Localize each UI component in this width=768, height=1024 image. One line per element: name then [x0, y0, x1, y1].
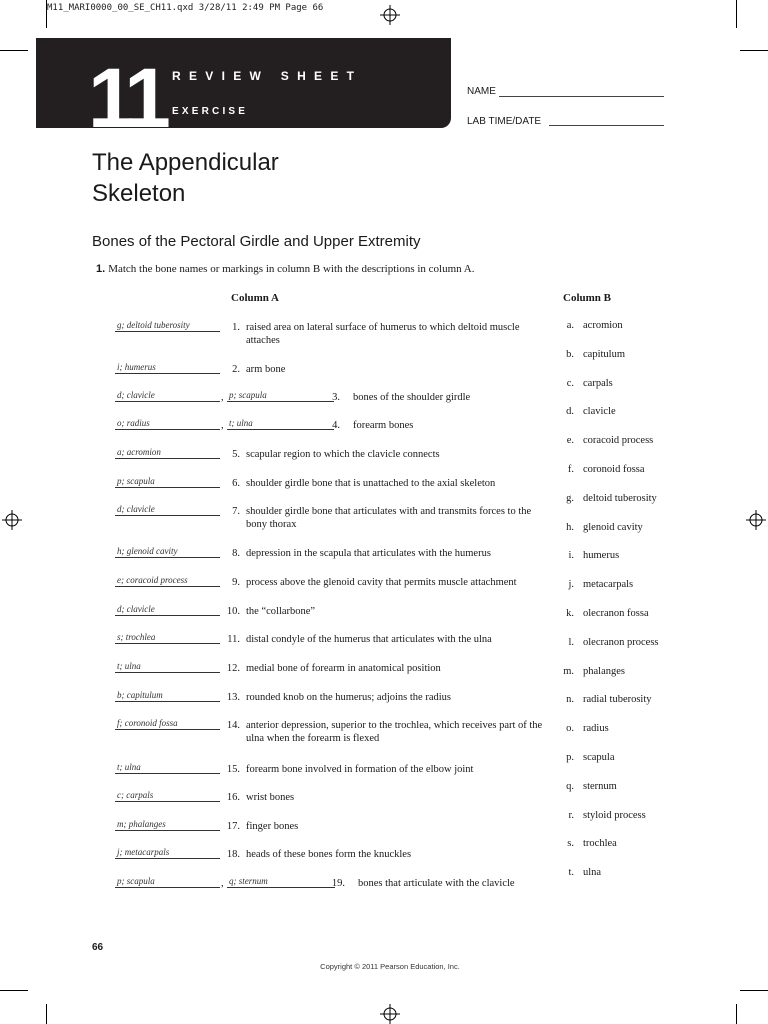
- column-b-term: humerus: [583, 550, 620, 562]
- item-description: shoulder girdle bone that articulates with and transmits forces to the bony thorax: [246, 506, 532, 530]
- name-label: NAME: [467, 86, 496, 97]
- registration-mark-icon: [746, 510, 766, 530]
- column-b-term: glenoid cavity: [583, 521, 643, 533]
- column-b-term: metacarpals: [583, 579, 634, 591]
- item-description: raised area on lateral surface of humerus to which deltoid muscle attaches: [246, 322, 520, 346]
- item-number: 19.: [331, 878, 345, 889]
- answer-blank[interactable]: f; coronoid fossa: [115, 718, 220, 730]
- column-b-letter: d.: [566, 406, 574, 418]
- answer-blank[interactable]: q; sternum: [227, 876, 335, 888]
- column-b-letter: r.: [568, 809, 574, 821]
- column-b-letter: j.: [568, 579, 574, 591]
- item-number: 7.: [232, 506, 240, 517]
- answer-blank[interactable]: t; ulna: [115, 762, 220, 774]
- copyright-notice: Copyright © 2011 Pearson Education, Inc.: [320, 962, 460, 971]
- section-heading: Bones of the Pectoral Girdle and Upper Extremity: [92, 233, 421, 250]
- column-b-letter: l.: [568, 636, 574, 648]
- question-number: 1.: [96, 263, 106, 275]
- name-field[interactable]: [499, 96, 664, 97]
- column-b-term: carpals: [583, 377, 613, 389]
- column-b-term: radial tuberosity: [583, 694, 652, 706]
- column-b-letter: k.: [566, 608, 574, 619]
- item-number: 4.: [332, 420, 340, 431]
- column-b-term: capitulum: [583, 348, 625, 360]
- answer-blank[interactable]: p; scapula: [227, 390, 334, 402]
- item-description: scapular region to which the clavicle connects: [246, 449, 440, 460]
- answer-blank[interactable]: m; phalanges: [115, 819, 220, 831]
- column-b-letter: n.: [566, 694, 574, 706]
- column-b-letter: p.: [566, 752, 574, 763]
- item-description: rounded knob on the humerus; adjoins the radius: [246, 692, 452, 703]
- item-description: arm bone: [246, 364, 286, 375]
- title-line-2: Skeleton: [92, 180, 186, 207]
- item-description: wrist bones: [246, 792, 295, 803]
- column-b-term: trochlea: [583, 838, 617, 850]
- answer-blank[interactable]: p; scapula: [115, 476, 220, 488]
- page-number: 66: [92, 942, 104, 953]
- column-a-header: Column A: [231, 292, 279, 304]
- item-description: process above the glenoid cavity that permits muscle attachment: [246, 577, 517, 588]
- header-band: [36, 38, 451, 145]
- item-description: shoulder girdle bone that is unattached to the axial skeleton: [246, 478, 496, 489]
- column-b-term: deltoid tuberosity: [583, 492, 657, 504]
- exercise-number: 11: [88, 51, 165, 145]
- registration-mark-icon: [380, 5, 400, 25]
- item-number: 17.: [226, 821, 240, 832]
- column-b-term: coracoid process: [583, 435, 654, 447]
- column-b-letter: c.: [566, 377, 574, 389]
- item-number: 1.: [232, 322, 240, 333]
- column-b-letter: q.: [566, 780, 574, 792]
- answer-blank[interactable]: t; ulna: [227, 418, 334, 430]
- column-b-term: coronoid fossa: [583, 464, 645, 475]
- answer-blank[interactable]: a; acromion: [115, 447, 220, 459]
- column-b-term: sternum: [583, 780, 617, 792]
- column-b-letter: b.: [566, 348, 574, 360]
- column-b-letter: h.: [566, 521, 574, 533]
- item-description: heads of these bones form the knuckles: [246, 849, 412, 860]
- column-b-term: clavicle: [583, 406, 616, 418]
- item-description: anterior depression, superior to the trochlea, which receives part of the ulna when the forearm is flexed: [246, 720, 543, 744]
- answer-blank[interactable]: e; coracoid process: [115, 575, 220, 587]
- column-b-header: Column B: [563, 292, 611, 304]
- column-b-letter: o.: [566, 723, 574, 735]
- answer-blank[interactable]: h; glenoid cavity: [115, 546, 220, 558]
- answer-blank[interactable]: c; carpals: [115, 790, 220, 802]
- item-description: depression in the scapula that articulates with the humerus: [246, 548, 491, 559]
- item-number: 9.: [232, 577, 240, 588]
- title-line-1: The Appendicular: [92, 149, 279, 176]
- column-b-letter: e.: [566, 435, 574, 447]
- column-b-letter: f.: [567, 464, 574, 475]
- answer-separator: ,: [221, 878, 224, 889]
- column-b-letter: t.: [568, 867, 574, 879]
- item-number: 6.: [232, 478, 240, 489]
- lab-time-field[interactable]: [549, 125, 664, 126]
- item-number: 3.: [332, 392, 340, 403]
- item-description: bones of the shoulder girdle: [353, 392, 471, 403]
- item-number: 11.: [227, 634, 240, 645]
- review-sheet-label: REVIEW SHEET: [172, 69, 363, 83]
- item-description: bones that articulate with the clavicle: [358, 878, 515, 889]
- item-number: 8.: [232, 548, 240, 559]
- answer-blank[interactable]: p; scapula: [115, 876, 220, 888]
- answer-separator: ,: [221, 392, 224, 403]
- item-number: 16.: [226, 792, 240, 803]
- column-b-term: styloid process: [583, 809, 646, 821]
- registration-mark-icon: [380, 1004, 400, 1024]
- column-b-term: radius: [583, 723, 609, 735]
- answer-blank[interactable]: g; deltoid tuberosity: [115, 320, 220, 332]
- item-number: 14.: [226, 720, 240, 731]
- answer-blank[interactable]: j; metacarpals: [115, 847, 220, 859]
- column-b-term: olecranon process: [583, 636, 659, 648]
- registration-mark-icon: [2, 510, 22, 530]
- item-description: distal condyle of the humerus that articulates with the ulna: [246, 634, 492, 645]
- item-number: 10.: [226, 606, 240, 617]
- column-b-letter: s.: [567, 838, 574, 850]
- item-description: the “collarbone”: [246, 606, 316, 617]
- column-b-term: olecranon fossa: [583, 608, 649, 619]
- item-number: 15.: [226, 764, 240, 775]
- item-number: 2.: [232, 364, 240, 375]
- item-number: 12.: [226, 663, 240, 674]
- column-b-term: phalanges: [583, 665, 625, 677]
- item-description: medial bone of forearm in anatomical position: [246, 663, 441, 674]
- answer-blank[interactable]: b; capitulum: [115, 690, 220, 702]
- column-b-letter: a.: [566, 320, 574, 331]
- exercise-label: EXERCISE: [172, 106, 249, 117]
- question-instructions: [96, 263, 475, 275]
- column-b-letter: m.: [563, 665, 574, 677]
- item-description: finger bones: [246, 821, 299, 832]
- question-text: Match the bone names or markings in column B with the descriptions in column A.: [108, 263, 475, 275]
- item-description: forearm bones: [353, 420, 414, 431]
- column-b-letter: i.: [568, 550, 574, 562]
- answer-blank[interactable]: d; clavicle: [115, 390, 220, 402]
- answer-blank[interactable]: d; clavicle: [115, 604, 220, 616]
- answer-separator: ,: [221, 420, 224, 431]
- item-number: 13.: [226, 692, 240, 703]
- answer-blank[interactable]: t; ulna: [115, 661, 220, 673]
- item-number: 5.: [232, 449, 240, 460]
- column-b-term: ulna: [583, 867, 602, 879]
- item-description: forearm bone involved in formation of the elbow joint: [246, 764, 474, 775]
- item-number: 18.: [226, 849, 240, 860]
- column-b-term: acromion: [583, 320, 623, 331]
- answer-blank[interactable]: o; radius: [115, 418, 220, 430]
- page-title: [92, 147, 279, 209]
- answer-blank[interactable]: i; humerus: [115, 362, 220, 374]
- answer-blank[interactable]: s; trochlea: [115, 632, 220, 644]
- print-slug: M11_MARI0000_00_SE_CH11.qxd 3/28/11 2:49 PM Page 66: [47, 3, 324, 13]
- column-b-letter: g.: [566, 492, 574, 504]
- answer-blank[interactable]: d; clavicle: [115, 504, 220, 516]
- lab-time-label: LAB TIME/DATE: [467, 116, 542, 127]
- column-b-term: scapula: [583, 752, 615, 763]
